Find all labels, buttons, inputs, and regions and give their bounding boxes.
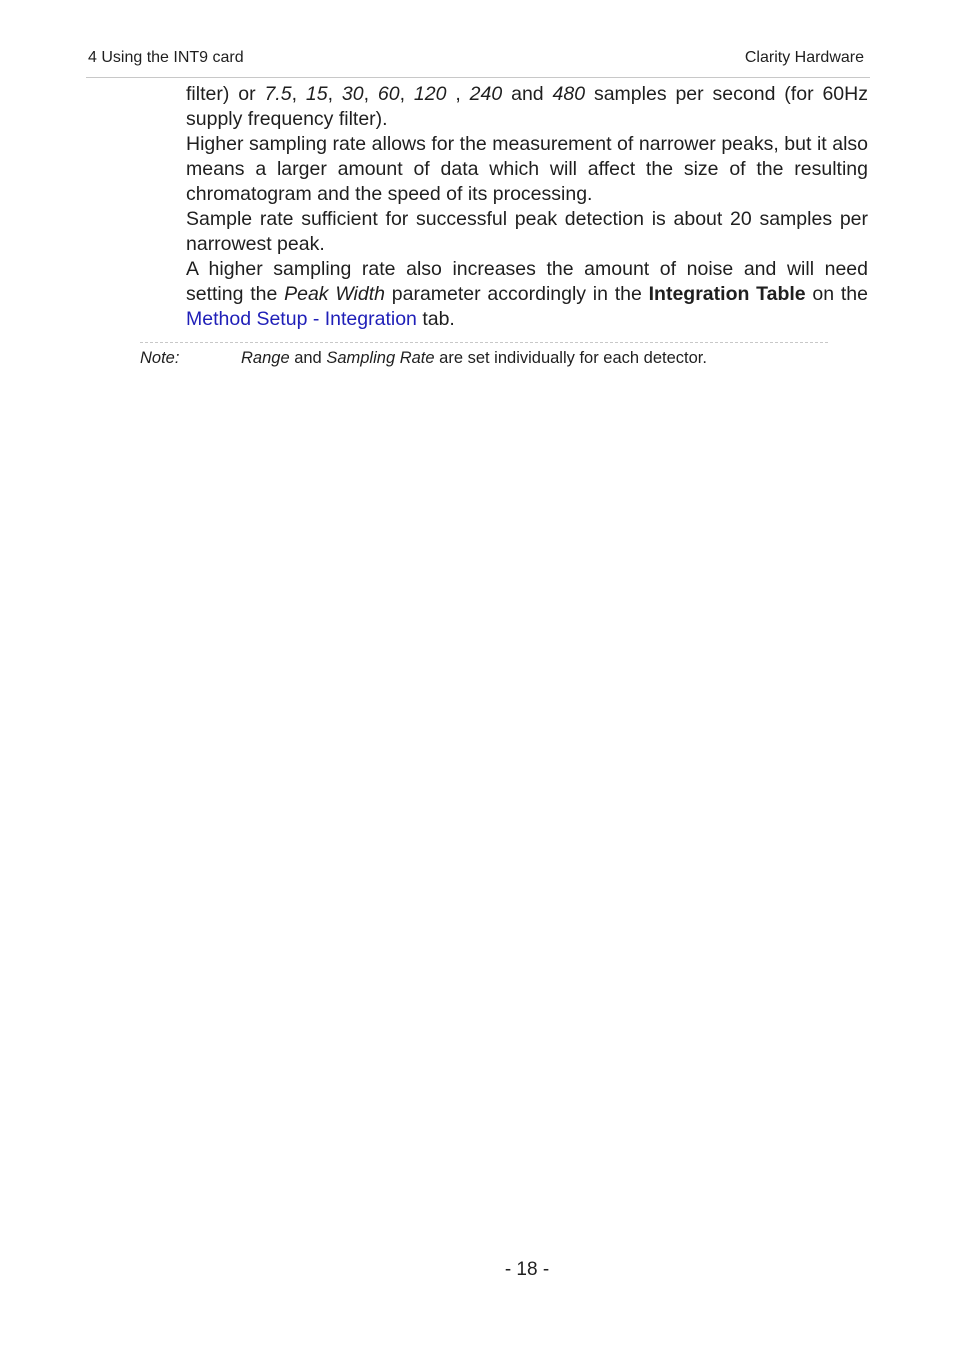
note-term: Range [241, 349, 290, 367]
body-text [186, 82, 868, 332]
text-run: are set individually for each detector. [434, 349, 707, 367]
rate-value: 7.5 [264, 83, 292, 105]
note-label: Note: [140, 349, 180, 367]
separator: , [363, 83, 378, 105]
page-footer [0, 1259, 954, 1281]
text-run: filter) or [186, 83, 265, 105]
text-run: and [502, 83, 553, 105]
table-name: Integration Table [648, 283, 806, 305]
note-divider [140, 342, 828, 343]
paragraph-noise [186, 257, 868, 332]
parameter-name: Peak Width [284, 283, 385, 305]
text-run: on the [805, 283, 868, 305]
text-run: and [289, 349, 327, 367]
paragraph-sampling-rates [186, 82, 868, 132]
method-setup-integration-link[interactable]: Method Setup - Integration [186, 308, 417, 330]
header-product-name: Clarity Hardware [744, 49, 864, 66]
text-run: tab. [416, 308, 455, 330]
rate-value: 480 [552, 83, 586, 105]
text-run: parameter accordingly in the [385, 283, 649, 305]
separator: , [327, 83, 342, 105]
paragraph-sample-rate: Sample rate sufficient for successful peak detection is about 20 samples per narrowest peak. [186, 208, 868, 255]
header-chapter-title: 4 Using the INT9 card [88, 49, 244, 66]
note-term: Sampling Rate [326, 349, 435, 367]
separator: , [446, 83, 470, 105]
text-run: samples per second (for 60Hz supply frequency filter). [186, 83, 868, 130]
rate-value: 120 [413, 83, 447, 105]
note-content [241, 347, 707, 369]
rate-value: 60 [377, 83, 400, 105]
paragraph-higher-sampling: Higher sampling rate allows for the measurement of narrower peaks, but it also means a larger amount of data which will affect the size of the resulting chromatogram and the speed of its processing. [186, 133, 868, 205]
page-number: - 18 - [504, 1259, 550, 1280]
separator: , [291, 83, 306, 105]
rate-value: 15 [305, 83, 328, 105]
rate-value: 30 [341, 83, 364, 105]
page-header [86, 47, 870, 78]
separator: , [399, 83, 414, 105]
text-run: A higher sampling rate also increases the amount of noise and will need setting the [186, 258, 868, 305]
rate-value: 240 [469, 83, 503, 105]
